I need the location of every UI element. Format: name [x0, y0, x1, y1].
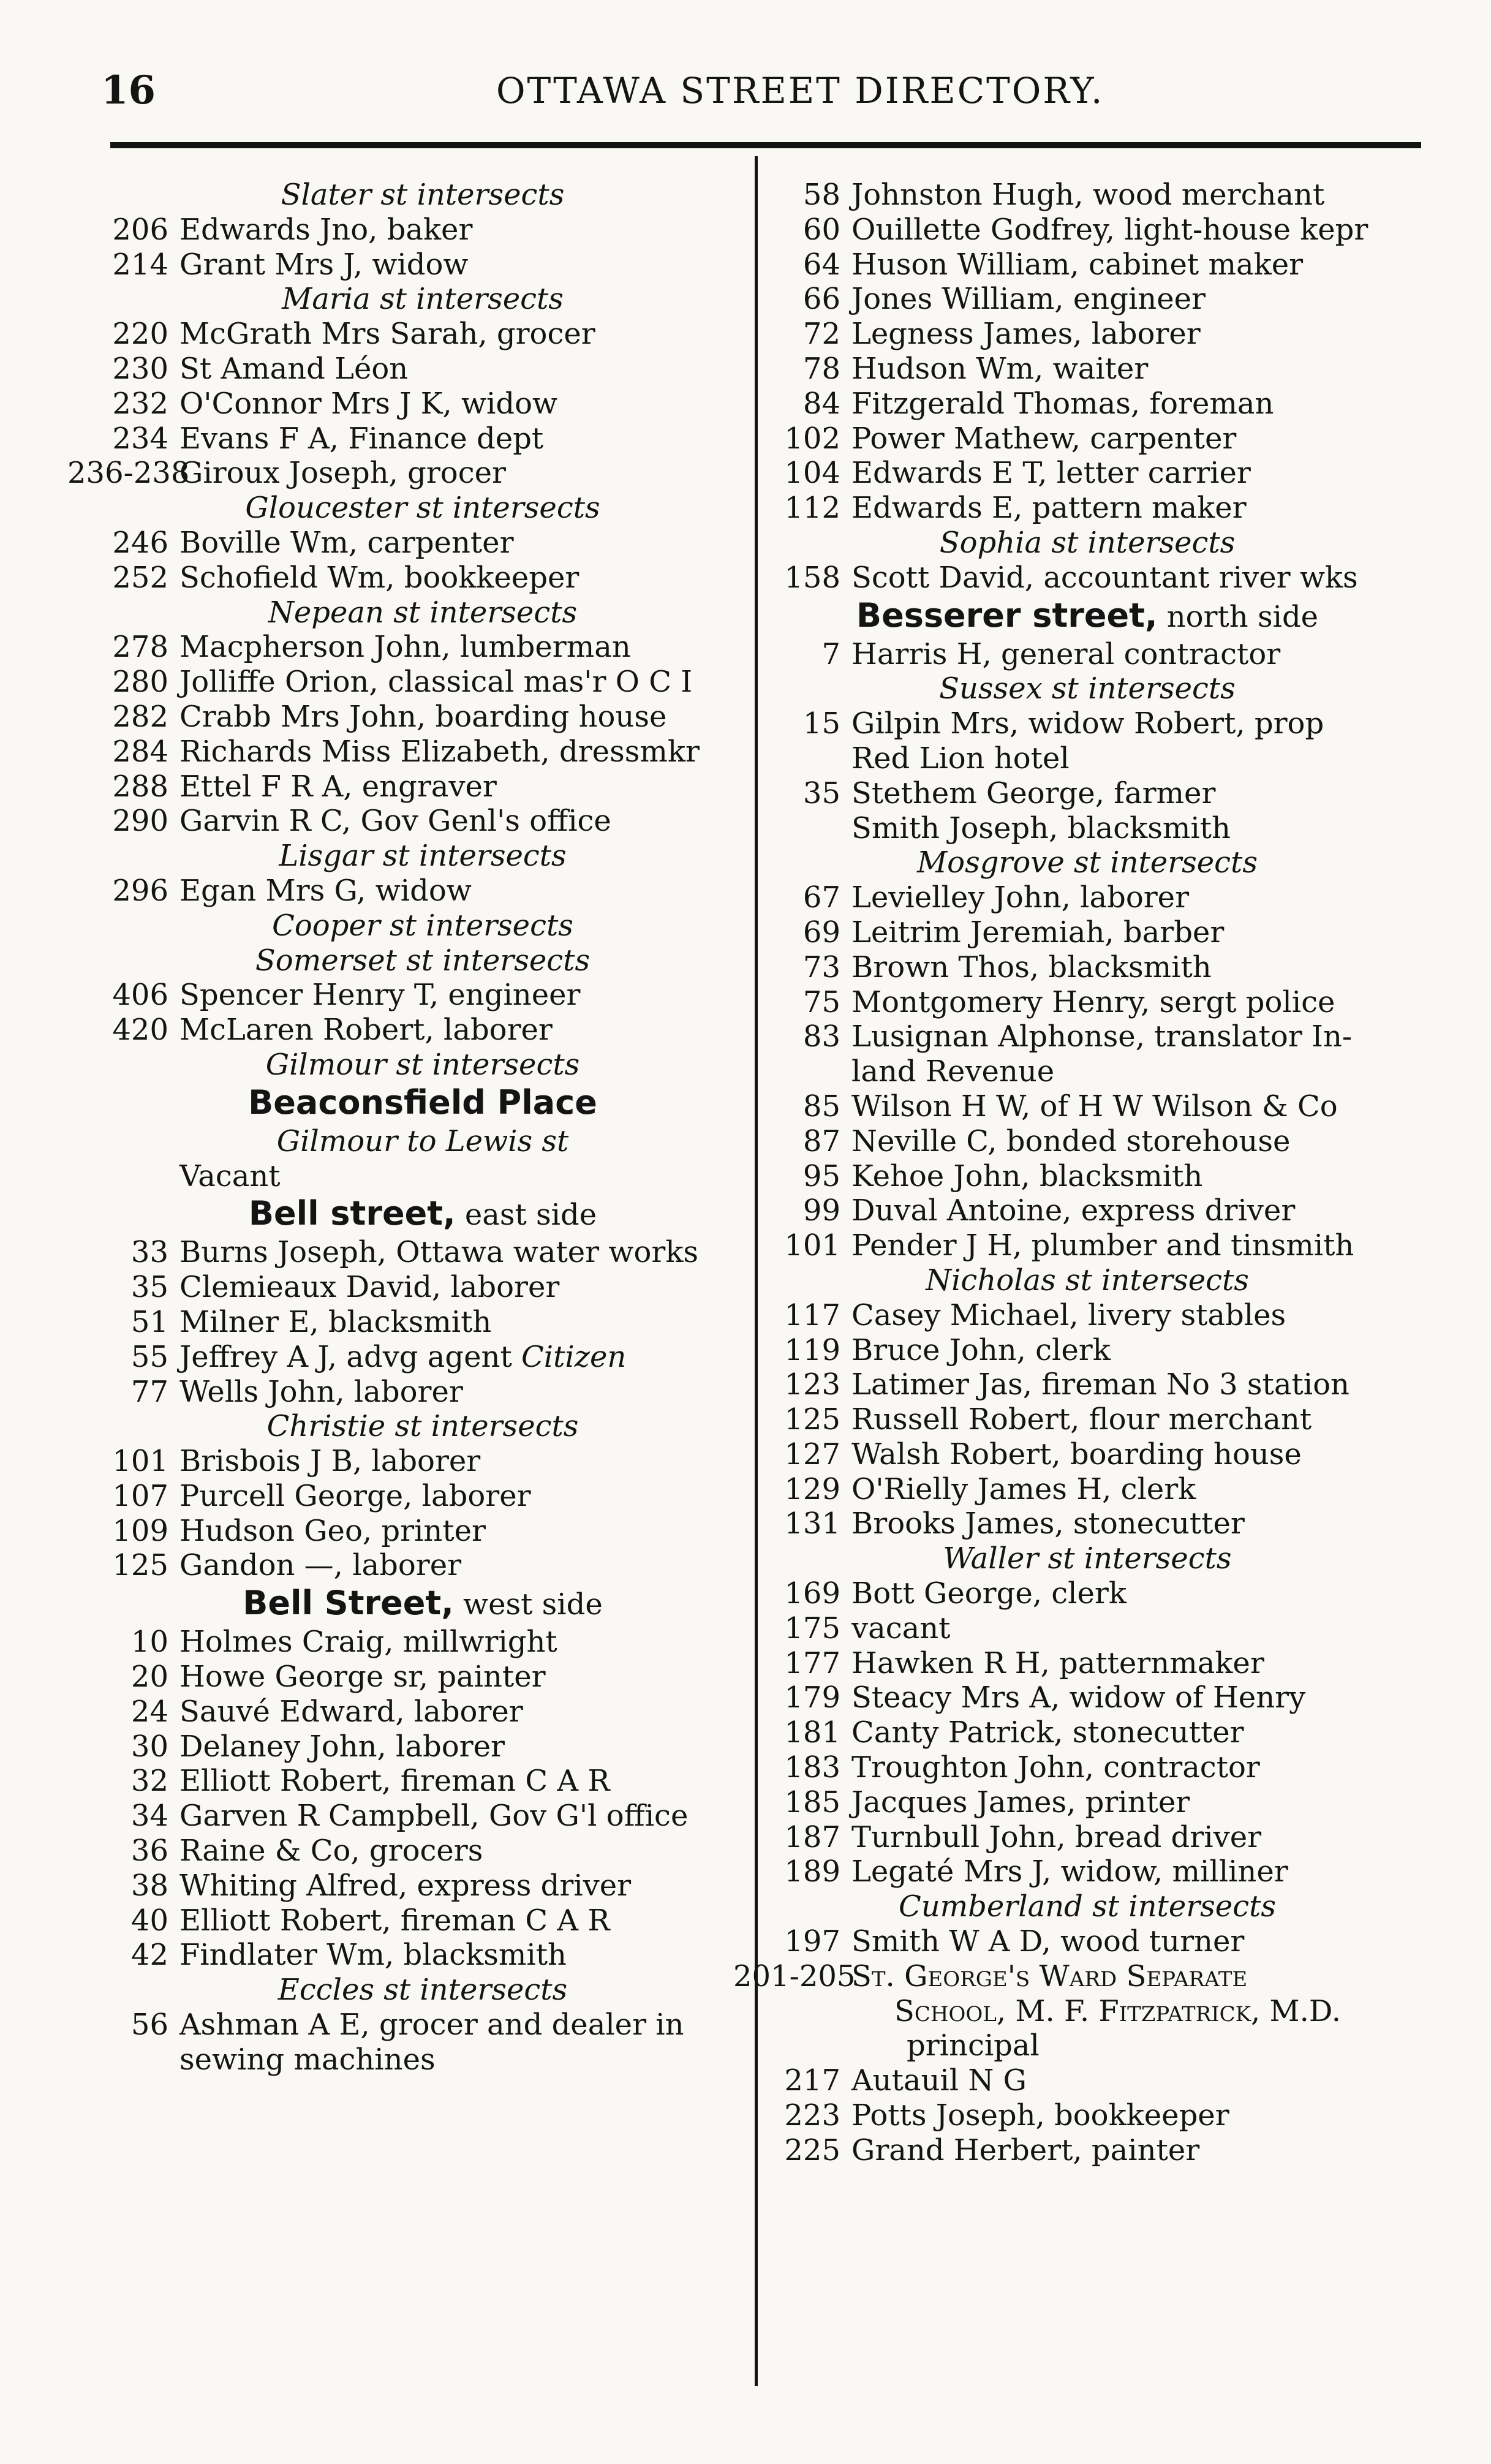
resident-entry: Purcell George, laborer	[179, 1478, 531, 1513]
resident-entry: Macpherson John, lumberman	[179, 630, 631, 665]
resident-entry: Bott George, clerk	[851, 1576, 1127, 1611]
resident-entry: Evans F A, Finance dept	[179, 421, 544, 456]
cross-street-heading: Mosgrove st intersects	[917, 845, 1258, 880]
resident-entry: Garvin R C, Gov Genl's office	[179, 804, 611, 839]
resident-entry: Levielley John, laborer	[851, 880, 1190, 915]
newspaper-name: Citizen	[521, 1339, 627, 1374]
directory-entry	[760, 1437, 1415, 1472]
house-number: 246	[112, 525, 168, 560]
house-number: 123	[784, 1367, 840, 1402]
entry-continuation: sewing machines	[179, 2042, 436, 2077]
resident-entry: Gilpin Mrs, widow Robert, prop	[851, 706, 1324, 741]
directory-entry	[760, 1576, 1415, 1611]
resident-entry: Wells John, laborer	[179, 1374, 463, 1409]
street-name: Bell Street,	[243, 1584, 454, 1623]
directory-entry	[760, 2133, 1415, 2168]
house-number: 7	[821, 637, 840, 671]
resident-entry: Jolliffe Orion, classical mas'r O C I	[179, 665, 693, 700]
resident-entry: Troughton John, contractor	[851, 1750, 1260, 1785]
resident-entry: Pender J H, plumber and tinsmith	[851, 1228, 1354, 1263]
directory-entry	[101, 352, 744, 387]
house-number: 84	[802, 386, 840, 421]
resident-entry: Stethem George, farmer	[851, 776, 1216, 811]
directory-entry	[760, 1472, 1415, 1507]
resident-entry: Duval Antoine, express driver	[851, 1193, 1296, 1228]
page-header	[0, 67, 1491, 135]
house-number: 127	[784, 1437, 840, 1472]
house-number: 38	[130, 1868, 168, 1903]
directory-entry	[760, 1019, 1415, 1054]
resident-entry: Jeffrey A J, advg agent	[179, 1339, 512, 1374]
resident-entry: Smith Joseph, blacksmith	[851, 811, 1231, 845]
house-number: 278	[112, 630, 168, 665]
directory-entry	[760, 706, 1415, 741]
resident-entry: Leitrim Jeremiah, barber	[851, 915, 1225, 950]
house-number: 34	[130, 1799, 168, 1834]
resident-entry: St Amand Léon	[179, 351, 409, 386]
resident-entry: Raine & Co, grocers	[179, 1834, 483, 1869]
house-number: 214	[112, 247, 168, 282]
house-number: 15	[802, 706, 840, 741]
house-number: 181	[784, 1715, 840, 1750]
entry-continuation: School, M. F. Fitzpatrick, M.D.	[894, 1993, 1341, 2028]
resident-entry: Hudson Wm, waiter	[851, 351, 1149, 386]
resident-entry: Edwards E T, letter carrier	[851, 456, 1251, 491]
street-heading	[101, 1583, 744, 1625]
house-number: 109	[112, 1513, 168, 1548]
house-number: 66	[802, 282, 840, 317]
directory-entry	[760, 352, 1415, 387]
column-divider	[755, 156, 758, 2386]
directory-entry	[760, 248, 1415, 282]
directory-entry	[101, 700, 744, 735]
house-number: 234	[112, 421, 168, 456]
resident-entry: Garven R Campbell, Gov G'l office	[179, 1799, 689, 1834]
resident-entry: Burns Joseph, Ottawa water works	[179, 1235, 699, 1270]
directory-entry	[760, 282, 1415, 317]
directory-entry	[760, 637, 1415, 672]
house-number: 280	[112, 665, 168, 700]
directory-entry	[101, 1340, 744, 1375]
house-number: 169	[784, 1576, 840, 1611]
directory-entry	[760, 1680, 1415, 1715]
resident-entry: Fitzgerald Thomas, foreman	[851, 386, 1274, 421]
resident-entry: Hawken R H, patternmaker	[851, 1646, 1264, 1680]
house-number: 95	[802, 1158, 840, 1193]
resident-entry: Turnbull John, bread driver	[851, 1820, 1262, 1854]
house-number: 185	[784, 1785, 840, 1820]
house-number: 87	[802, 1124, 840, 1158]
house-number: 104	[784, 456, 840, 491]
house-number: 58	[802, 178, 840, 212]
street-name: Bell street,	[248, 1194, 456, 1233]
cross-street-heading: Lisgar st intersects	[279, 839, 567, 874]
directory-entry	[101, 1375, 744, 1410]
vacant-entry: Vacant	[179, 1158, 281, 1193]
house-number: 35	[802, 776, 840, 811]
house-number: 102	[784, 421, 840, 456]
resident-entry: St. George's Ward Separate	[851, 1959, 1248, 1993]
house-number: 83	[802, 1019, 840, 1054]
resident-entry: Power Mathew, carpenter	[851, 421, 1237, 456]
directory-entry	[760, 1193, 1415, 1228]
directory-entry	[101, 1660, 744, 1695]
house-number: 101	[112, 1444, 168, 1479]
house-number: 20	[130, 1660, 168, 1695]
house-number: 24	[130, 1694, 168, 1729]
directory-entry	[101, 1013, 744, 1048]
directory-entry	[760, 776, 1415, 811]
cross-street-heading: Somerset st intersects	[255, 943, 591, 978]
resident-entry: Potts Joseph, bookkeeper	[851, 2098, 1229, 2133]
directory-entry	[101, 421, 744, 456]
house-number: 33	[130, 1235, 168, 1270]
resident-entry: Ashman A E, grocer and dealer in	[179, 2008, 684, 2043]
house-number: 10	[130, 1625, 168, 1660]
house-number: 131	[784, 1506, 840, 1541]
resident-entry: Kehoe John, blacksmith	[851, 1158, 1203, 1193]
street-name: Besserer street,	[856, 595, 1158, 635]
resident-entry: Schofield Wm, bookkeeper	[179, 560, 579, 595]
directory-entry	[760, 985, 1415, 1020]
directory-entry	[760, 1820, 1415, 1855]
house-number: 236-238	[67, 456, 190, 491]
cross-street-heading: Sophia st intersects	[939, 525, 1236, 560]
directory-entry	[101, 978, 744, 1013]
header-rule	[110, 142, 1421, 148]
house-number: 232	[112, 386, 168, 421]
resident-entry: Spencer Henry T, engineer	[179, 978, 581, 1013]
house-number: 252	[112, 560, 168, 595]
resident-entry: Milner E, blacksmith	[179, 1304, 492, 1339]
directory-entry	[101, 1305, 744, 1340]
directory-entry	[760, 1924, 1415, 1959]
directory-entry	[760, 213, 1415, 248]
directory-entry	[760, 1715, 1415, 1750]
resident-entry: Jones William, engineer	[851, 282, 1206, 317]
resident-entry: Montgomery Henry, sergt police	[851, 984, 1335, 1019]
house-number: 175	[784, 1611, 840, 1646]
house-number: 60	[802, 212, 840, 247]
cross-street-heading: Waller st intersects	[943, 1541, 1232, 1576]
directory-entry	[760, 1611, 1415, 1646]
house-number: 177	[784, 1646, 840, 1680]
right-column	[733, 178, 1415, 2168]
house-number: 72	[802, 317, 840, 352]
resident-entry: Bruce John, clerk	[851, 1332, 1111, 1367]
entry-continuation: land Revenue	[851, 1054, 1055, 1089]
house-number: 36	[130, 1834, 168, 1869]
house-number: 282	[112, 699, 168, 734]
house-number: 217	[784, 2063, 840, 2098]
resident-entry: Elliott Robert, fireman C A R	[179, 1764, 610, 1799]
resident-entry: Crabb Mrs John, boarding house	[179, 699, 667, 734]
house-number: 112	[784, 491, 840, 526]
resident-entry: Brisbois J B, laborer	[179, 1444, 481, 1479]
house-number: 406	[112, 978, 168, 1013]
resident-entry: Richards Miss Elizabeth, dressmkr	[179, 734, 700, 769]
resident-entry: Legness James, laborer	[851, 317, 1201, 352]
directory-entry	[101, 1903, 744, 1938]
directory-entry	[101, 1799, 744, 1834]
directory-entry	[760, 317, 1415, 352]
directory-entry	[101, 630, 744, 665]
directory-entry	[760, 1646, 1415, 1681]
resident-entry: Russell Robert, flour merchant	[851, 1402, 1312, 1437]
directory-entry	[760, 1298, 1415, 1333]
directory-entry	[760, 561, 1415, 595]
resident-entry: Grand Herbert, painter	[851, 2133, 1200, 2167]
directory-entry	[760, 1124, 1415, 1159]
house-number: 290	[112, 804, 168, 839]
directory-entry	[760, 915, 1415, 950]
entry-continuation: Red Lion hotel	[851, 741, 1070, 776]
directory-entry	[101, 317, 744, 352]
resident-entry: Gandon —, laborer	[179, 1548, 462, 1583]
house-number: 85	[802, 1089, 840, 1124]
resident-entry: Grant Mrs J, widow	[179, 247, 469, 282]
house-number: 64	[802, 247, 840, 282]
directory-entry	[760, 1402, 1415, 1437]
house-number: 201-205	[733, 1959, 856, 1993]
cross-street-heading: Eccles st intersects	[277, 1973, 568, 2008]
cross-street-heading: Gilmour st intersects	[265, 1047, 580, 1082]
directory-entry	[760, 491, 1415, 526]
house-number: 420	[112, 1013, 168, 1048]
directory-entry	[101, 1270, 744, 1305]
cross-street-heading: Christie st intersects	[266, 1409, 579, 1444]
resident-entry: O'Rielly James H, clerk	[851, 1472, 1196, 1506]
street-name: Beaconsfield Place	[248, 1083, 597, 1122]
directory-entry	[760, 1785, 1415, 1820]
resident-entry: Latimer Jas, fireman No 3 station	[851, 1367, 1349, 1402]
house-number: 107	[112, 1478, 168, 1513]
house-number: 183	[784, 1750, 840, 1785]
directory-entry	[101, 561, 744, 595]
resident-entry: Giroux Joseph, grocer	[179, 456, 506, 491]
resident-entry: Edwards E, pattern maker	[851, 491, 1247, 526]
directory-entry	[101, 804, 744, 839]
house-number: 230	[112, 351, 168, 386]
resident-entry: Jacques James, printer	[851, 1785, 1190, 1820]
resident-entry: Brown Thos, blacksmith	[851, 950, 1212, 984]
directory-entry	[101, 665, 744, 700]
resident-entry: O'Connor Mrs J K, widow	[179, 386, 558, 421]
cross-street-heading: Cooper st intersects	[272, 908, 573, 943]
directory-entry	[760, 1089, 1415, 1124]
resident-entry: Ouillette Godfrey, light-house kepr	[851, 212, 1368, 247]
resident-entry: Smith W A D, wood turner	[851, 1924, 1245, 1959]
resident-entry: Ettel F R A, engraver	[179, 769, 497, 804]
resident-entry: Sauvé Edward, laborer	[179, 1694, 523, 1729]
house-number: 288	[112, 769, 168, 804]
directory-entry	[101, 1938, 744, 1973]
house-number: 125	[784, 1402, 840, 1437]
directory-entry	[760, 421, 1415, 456]
street-side: north side	[1166, 599, 1319, 634]
cross-street-heading: Gilmour to Lewis st	[276, 1124, 569, 1158]
house-number: 55	[130, 1339, 168, 1374]
directory-entry	[733, 1959, 1415, 1994]
street-side: west side	[462, 1587, 603, 1622]
resident-entry: Scott David, accountant river wks	[851, 560, 1358, 595]
directory-entry	[101, 526, 744, 561]
cross-street-heading: Nepean st intersects	[268, 595, 578, 630]
house-number: 179	[784, 1680, 840, 1715]
house-number: 119	[784, 1332, 840, 1367]
house-number: 78	[802, 351, 840, 386]
house-number: 197	[784, 1924, 840, 1959]
resident-entry: Huson William, cabinet maker	[851, 247, 1304, 282]
street-heading	[760, 595, 1415, 637]
directory-entry	[760, 950, 1415, 985]
resident-entry: vacant	[851, 1611, 951, 1646]
resident-entry: Harris H, general contractor	[851, 637, 1281, 671]
directory-entry	[67, 456, 744, 491]
resident-entry: Delaney John, laborer	[179, 1729, 505, 1764]
resident-entry: Walsh Robert, boarding house	[851, 1437, 1302, 1472]
resident-entry: Autauil N G	[851, 2063, 1027, 2098]
house-number: 101	[784, 1228, 840, 1263]
cross-street-heading: Gloucester st intersects	[245, 491, 600, 526]
house-number: 77	[130, 1374, 168, 1409]
directory-entry	[101, 387, 744, 421]
resident-entry: Findlater Wm, blacksmith	[179, 1938, 567, 1973]
house-number: 220	[112, 317, 168, 352]
cross-street-heading: Maria st intersects	[282, 282, 564, 317]
house-number: 187	[784, 1820, 840, 1854]
house-number: 296	[112, 873, 168, 908]
resident-entry: Whiting Alfred, express driver	[179, 1868, 632, 1903]
cross-street-heading: Nicholas st intersects	[926, 1263, 1249, 1298]
resident-entry: Legaté Mrs J, widow, milliner	[851, 1854, 1288, 1889]
directory-entry	[101, 1479, 744, 1514]
cross-street-heading: Cumberland st intersects	[898, 1889, 1277, 1924]
directory-entry	[760, 1750, 1415, 1785]
resident-entry: Edwards Jno, baker	[179, 212, 473, 247]
house-number: 225	[784, 2133, 840, 2167]
resident-entry: Canty Patrick, stonecutter	[851, 1715, 1244, 1750]
house-number: 158	[784, 560, 840, 595]
resident-entry: Elliott Robert, fireman C A R	[179, 1903, 610, 1938]
directory-entry	[101, 1548, 744, 1583]
directory-entry	[760, 1854, 1415, 1889]
entry-continuation: principal	[907, 2028, 1040, 2063]
directory-entry	[760, 1228, 1415, 1263]
directory-entry	[101, 735, 744, 769]
directory-entry	[760, 811, 1415, 846]
directory-entry	[760, 178, 1415, 213]
house-number: 189	[784, 1854, 840, 1889]
house-number: 67	[802, 880, 840, 915]
resident-entry: Clemieaux David, laborer	[179, 1270, 560, 1305]
directory-entry	[760, 1333, 1415, 1368]
directory-entry	[101, 769, 744, 804]
directory-entry	[101, 1235, 744, 1270]
running-title: OTTAWA STREET DIRECTORY.	[496, 70, 1104, 111]
directory-entry	[760, 1159, 1415, 1194]
resident-entry: Boville Wm, carpenter	[179, 525, 514, 560]
house-number: 40	[130, 1903, 168, 1938]
street-side: east side	[464, 1198, 597, 1233]
resident-entry: Howe George sr, painter	[179, 1660, 546, 1695]
directory-entry	[760, 1367, 1415, 1402]
resident-entry: Holmes Craig, millwright	[179, 1625, 557, 1660]
directory-entry	[101, 1729, 744, 1764]
resident-entry: Hudson Geo, printer	[179, 1513, 486, 1548]
house-number: 75	[802, 984, 840, 1019]
resident-entry: Neville C, bonded storehouse	[851, 1124, 1291, 1158]
house-number: 69	[802, 915, 840, 950]
resident-entry: Johnston Hugh, wood merchant	[851, 178, 1325, 212]
house-number: 117	[784, 1298, 840, 1332]
directory-entry	[101, 1869, 744, 1903]
street-heading	[101, 1193, 744, 1235]
directory-entry	[101, 213, 744, 248]
page-number: 16	[101, 67, 156, 113]
directory-entry	[760, 2063, 1415, 2098]
resident-entry: Casey Michael, livery stables	[851, 1298, 1286, 1332]
house-number: 30	[130, 1729, 168, 1764]
resident-entry: McGrath Mrs Sarah, grocer	[179, 317, 595, 352]
directory-entry	[101, 1444, 744, 1479]
directory-entry	[101, 874, 744, 909]
directory-entry	[760, 1506, 1415, 1541]
directory-entry	[101, 1514, 744, 1549]
house-number: 42	[130, 1938, 168, 1973]
resident-entry: Brooks James, stonecutter	[851, 1506, 1245, 1541]
house-number: 125	[112, 1548, 168, 1583]
resident-entry: Steacy Mrs A, widow of Henry	[851, 1680, 1306, 1715]
house-number: 35	[130, 1270, 168, 1305]
house-number: 32	[130, 1764, 168, 1799]
directory-entry	[101, 1695, 744, 1729]
directory-entry	[101, 2008, 744, 2043]
directory-entry	[760, 387, 1415, 421]
resident-entry: Wilson H W, of H W Wilson & Co	[851, 1089, 1338, 1124]
resident-entry: Lusignan Alphonse, translator In-	[851, 1019, 1353, 1054]
directory-entry	[760, 2098, 1415, 2133]
house-number: 129	[784, 1472, 840, 1506]
directory-entry	[760, 880, 1415, 915]
directory-entry	[101, 1834, 744, 1869]
directory-entry	[760, 456, 1415, 491]
street-heading	[101, 1083, 744, 1124]
house-number: 223	[784, 2098, 840, 2133]
resident-entry: McLaren Robert, laborer	[179, 1013, 553, 1048]
house-number: 73	[802, 950, 840, 984]
house-number: 56	[130, 2008, 168, 2043]
directory-entry	[101, 1764, 744, 1799]
house-number: 284	[112, 734, 168, 769]
cross-street-heading: Slater st intersects	[281, 178, 565, 212]
left-column	[67, 178, 744, 2077]
resident-entry: Egan Mrs G, widow	[179, 873, 472, 908]
directory-entry	[101, 1159, 744, 1194]
directory-entry	[101, 248, 744, 282]
house-number: 99	[802, 1193, 840, 1228]
directory-entry	[101, 1625, 744, 1660]
cross-street-heading: Sussex st intersects	[939, 671, 1236, 706]
house-number: 206	[112, 212, 168, 247]
house-number: 51	[130, 1304, 168, 1339]
